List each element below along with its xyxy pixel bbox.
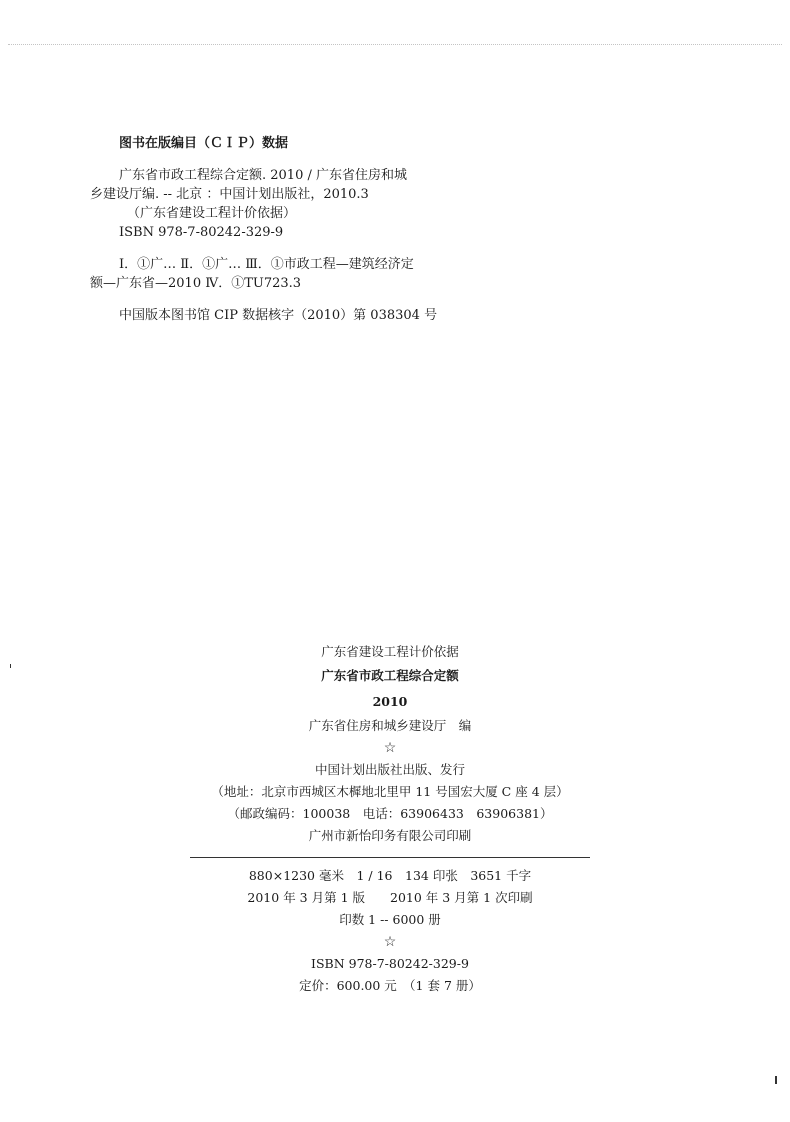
- colophon-contact: （邮政编码：100038 电话：63906433 63906381）: [227, 806, 553, 821]
- cip-classification-line: Ⅰ．①广… Ⅱ．①广… Ⅲ．①市政工程—建筑经济定: [119, 257, 414, 272]
- colophon-divider: [190, 857, 590, 858]
- cip-heading: 图书在版编目（ＣＩＰ）数据: [119, 136, 289, 151]
- colophon-format: 880×1230 毫米 1 / 16 134 印张 3651 千字: [248, 868, 532, 883]
- star-icon: ☆: [383, 934, 397, 950]
- colophon-edition: 2010 年 3 月第 1 版 2010 年 3 月第 1 次印刷: [247, 890, 533, 905]
- colophon-print-run: 印数 1 -- 6000 册: [339, 912, 441, 927]
- scan-mark-right: [775, 1076, 777, 1084]
- colophon-series: 广东省建设工程计价依据: [321, 644, 459, 659]
- colophon-address: （地址：北京市西城区木樨地北里甲 11 号国宏大厦 C 座 4 层）: [211, 784, 569, 799]
- colophon-title: 广东省市政工程综合定额: [321, 668, 459, 683]
- cip-classification-cont: 额—广东省—2010 Ⅳ．①TU723.3: [90, 276, 302, 291]
- colophon-printer: 广州市新怡印务有限公司印刷: [308, 828, 472, 843]
- cip-title-line: 广东省市政工程综合定额. 2010 / 广东省住房和城: [119, 168, 407, 183]
- cip-data-block: [90, 134, 550, 325]
- colophon-publisher: 中国计划出版社出版、发行: [314, 762, 465, 777]
- cip-record-number: 中国版本图书馆 CIP 数据核字（2010）第 038304 号: [119, 308, 438, 323]
- top-dotted-rule: [8, 44, 782, 45]
- star-icon: ☆: [383, 740, 397, 756]
- cip-isbn-line: ISBN 978-7-80242-329-9: [119, 225, 284, 240]
- cip-series-line: （广东省建设工程计价依据）: [127, 206, 297, 221]
- colophon-isbn: ISBN 978-7-80242-329-9: [311, 956, 469, 971]
- colophon-block: [190, 641, 590, 997]
- colophon-price: 定价：600.00 元 （1 套 7 册）: [299, 978, 481, 993]
- colophon-year: 2010: [372, 694, 408, 709]
- scan-mark-left: [10, 664, 11, 668]
- colophon-editor: 广东省住房和城乡建设厅 编: [308, 718, 472, 733]
- cip-author-line: 乡建设厅编. -- 北京 ：中国计划出版社，2010.3: [90, 187, 369, 202]
